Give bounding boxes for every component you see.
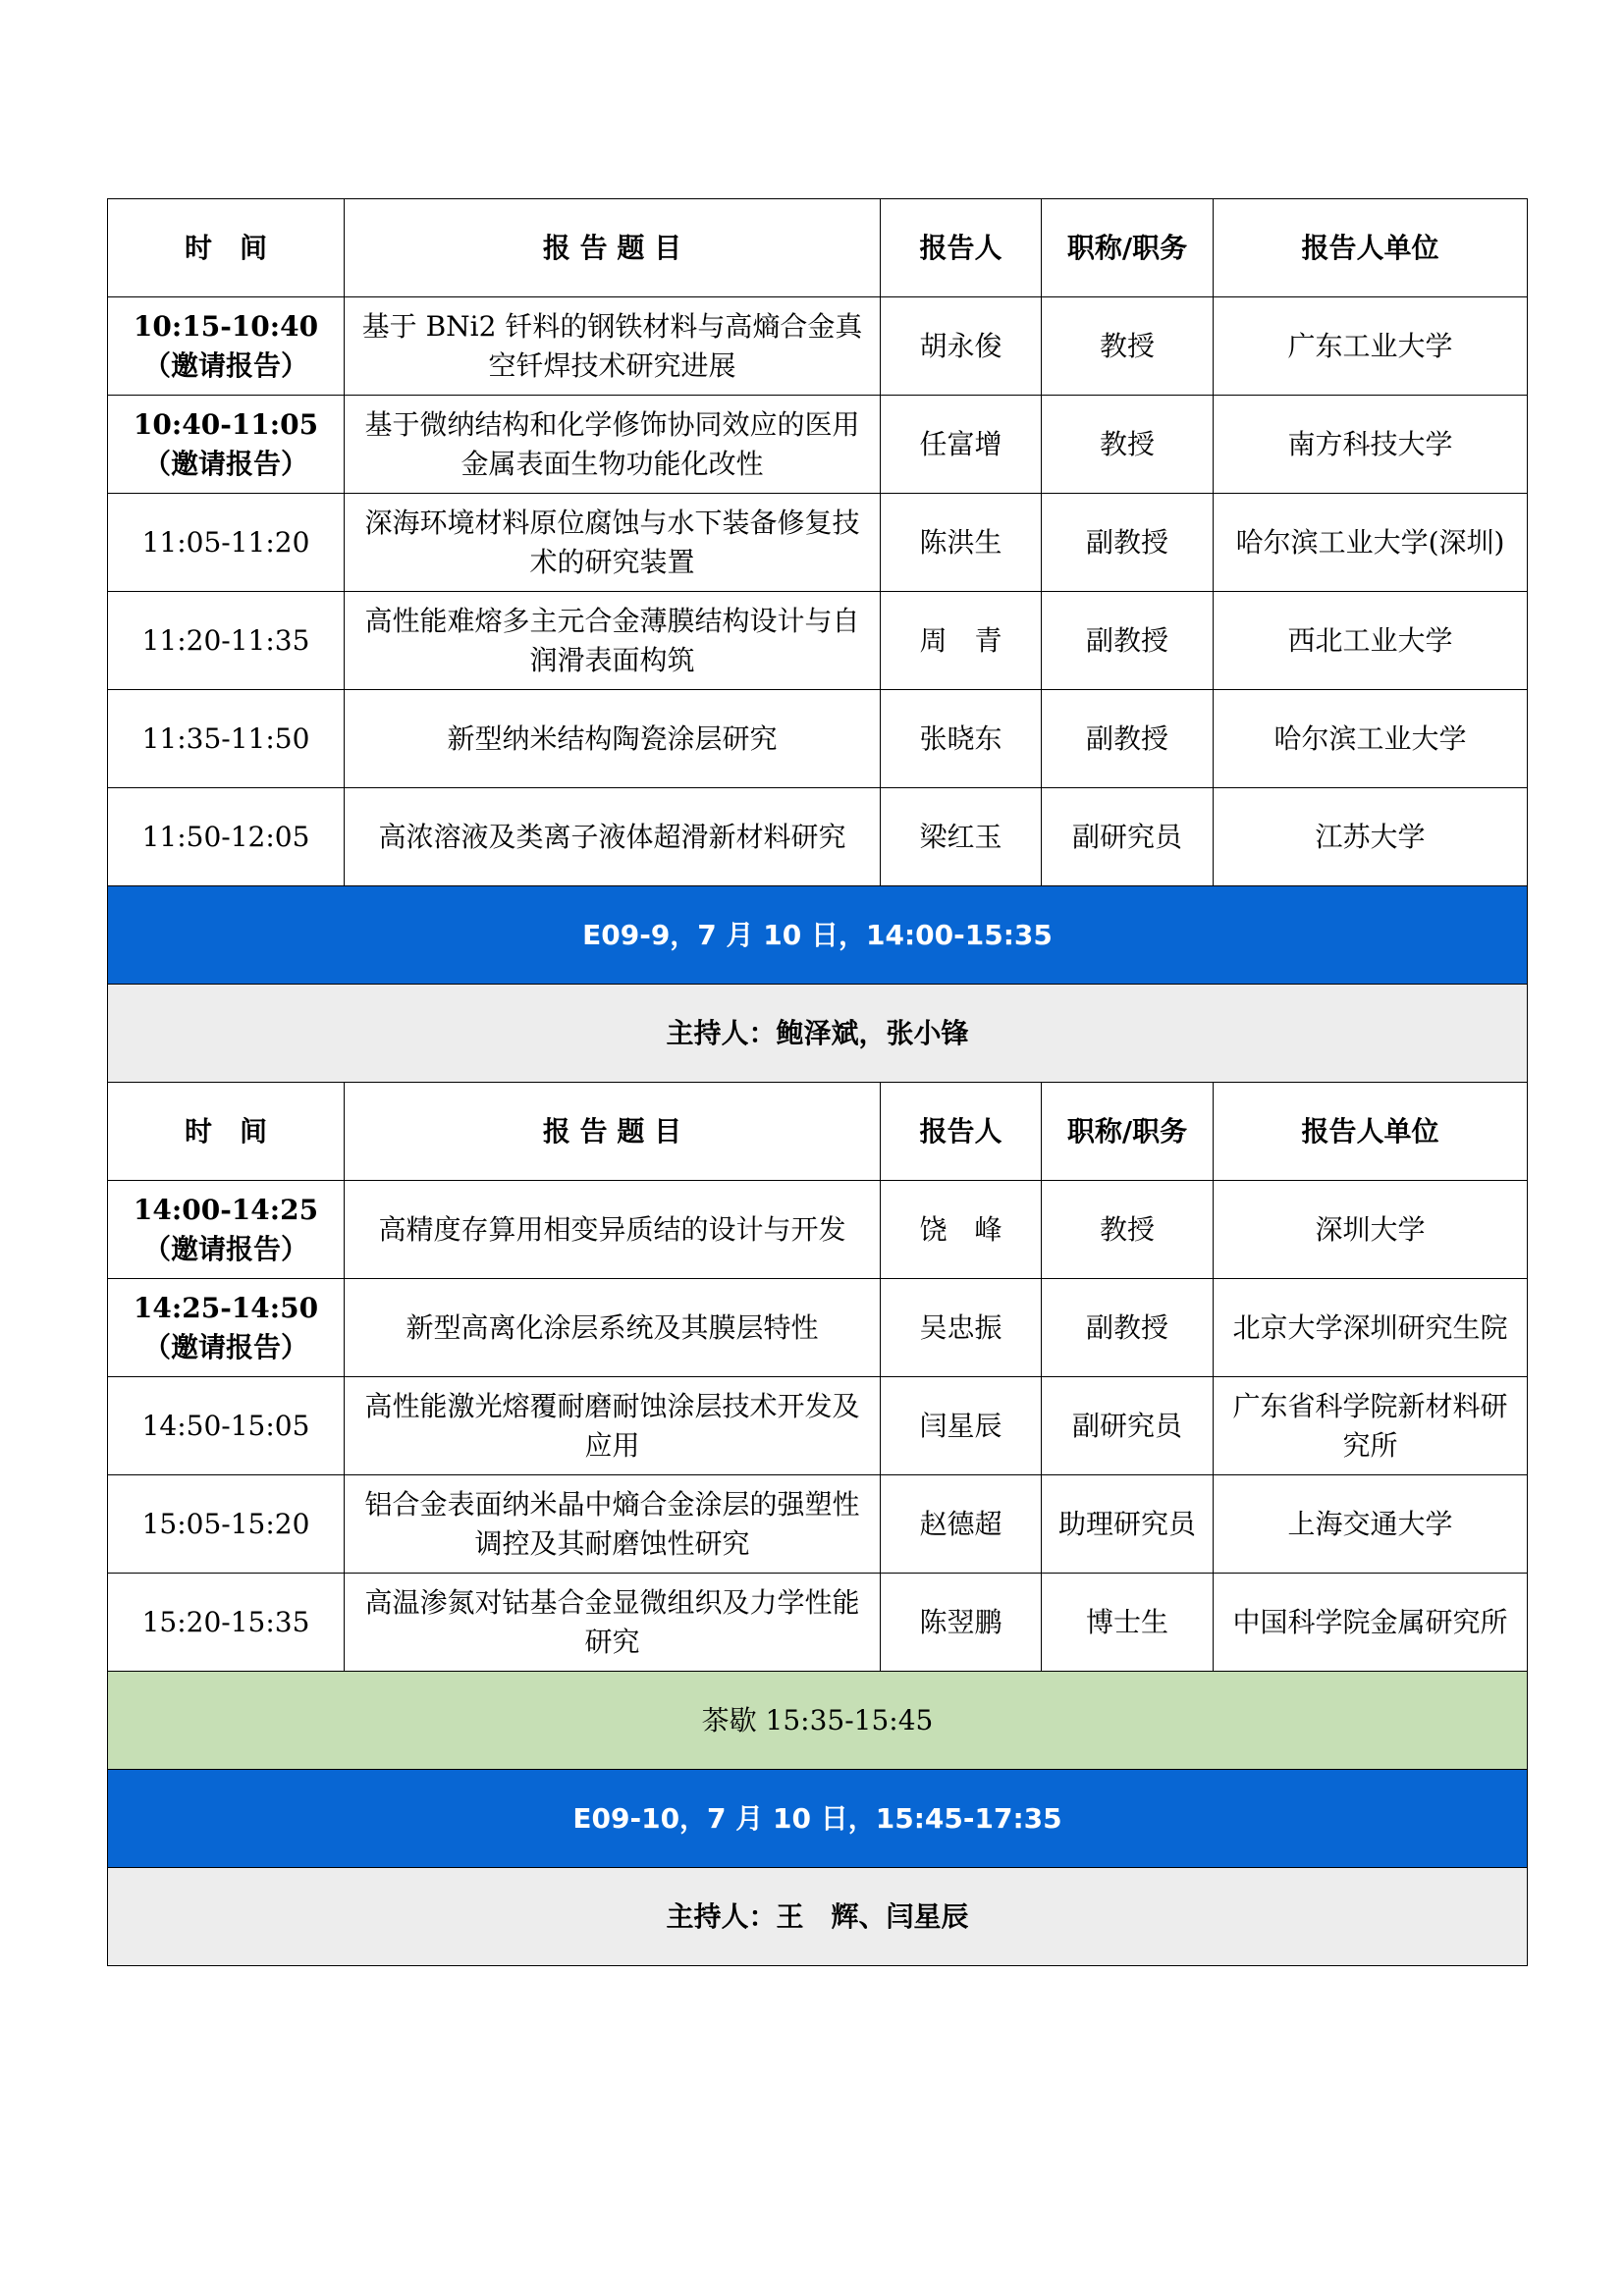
speaker-rank: 教授 <box>1042 297 1214 396</box>
table-row <box>108 1574 1528 1672</box>
table-row <box>108 1181 1528 1279</box>
header-title: 报 告 题 目 <box>345 199 881 297</box>
time-range: 11:20-11:35 <box>141 623 310 657</box>
invited-tag: （邀请报告） <box>142 1330 308 1363</box>
time-cell <box>108 396 345 494</box>
speaker-name: 任富增 <box>881 396 1042 494</box>
speaker-name: 吴忠振 <box>881 1279 1042 1377</box>
time-cell <box>108 1574 345 1672</box>
speaker-rank: 副教授 <box>1042 690 1214 788</box>
speaker-org: 上海交通大学 <box>1214 1475 1528 1574</box>
talk-title: 深海环境材料原位腐蚀与水下装备修复技术的研究装置 <box>345 494 881 592</box>
host-row-e09-10 <box>108 1868 1528 1966</box>
speaker-org: 哈尔滨工业大学 <box>1214 690 1528 788</box>
table-row <box>108 297 1528 396</box>
table-row <box>108 1475 1528 1574</box>
time-cell <box>108 1279 345 1377</box>
table-row <box>108 1279 1528 1377</box>
header-time: 时 间 <box>108 1083 345 1181</box>
time-range: 11:50-12:05 <box>141 820 310 853</box>
speaker-rank: 博士生 <box>1042 1574 1214 1672</box>
speaker-rank: 副教授 <box>1042 592 1214 690</box>
speaker-rank: 副教授 <box>1042 1279 1214 1377</box>
speaker-name: 陈翌鹏 <box>881 1574 1042 1672</box>
speaker-rank: 副研究员 <box>1042 1377 1214 1475</box>
talk-title: 高精度存算用相变异质结的设计与开发 <box>345 1181 881 1279</box>
speaker-org: 江苏大学 <box>1214 788 1528 886</box>
header-rank: 职称/职务 <box>1042 199 1214 297</box>
table-row <box>108 690 1528 788</box>
time-cell <box>108 494 345 592</box>
time-range: 11:05-11:20 <box>141 525 310 559</box>
talk-title: 新型高离化涂层系统及其膜层特性 <box>345 1279 881 1377</box>
speaker-rank: 助理研究员 <box>1042 1475 1214 1574</box>
time-cell <box>108 1181 345 1279</box>
talk-title: 铝合金表面纳米晶中熵合金涂层的强塑性调控及其耐磨蚀性研究 <box>345 1475 881 1574</box>
tea-break-label: 茶歇 15:35-15:45 <box>108 1672 1528 1770</box>
session-host: 主持人：王 辉、闫星辰 <box>108 1868 1528 1966</box>
header-title: 报 告 题 目 <box>345 1083 881 1181</box>
table-row <box>108 788 1528 886</box>
speaker-name: 梁红玉 <box>881 788 1042 886</box>
talk-title: 高浓溶液及类离子液体超滑新材料研究 <box>345 788 881 886</box>
header-org: 报告人单位 <box>1214 1083 1528 1181</box>
speaker-name: 闫星辰 <box>881 1377 1042 1475</box>
table-row <box>108 396 1528 494</box>
invited-tag: （邀请报告） <box>142 348 308 382</box>
talk-title: 新型纳米结构陶瓷涂层研究 <box>345 690 881 788</box>
speaker-rank: 教授 <box>1042 1181 1214 1279</box>
header-org: 报告人单位 <box>1214 199 1528 297</box>
time-cell <box>108 1475 345 1574</box>
session-title: E09-10，7 月 10 日，15:45-17:35 <box>108 1770 1528 1868</box>
tea-break-row <box>108 1672 1528 1770</box>
table-row <box>108 494 1528 592</box>
speaker-org: 西北工业大学 <box>1214 592 1528 690</box>
block2-rows <box>108 1181 1528 1672</box>
session-host: 主持人：鲍泽斌，张小锋 <box>108 985 1528 1083</box>
session-title: E09-9，7 月 10 日，14:00-15:35 <box>108 886 1528 985</box>
table-header-row <box>108 1083 1528 1181</box>
time-range: 14:50-15:05 <box>141 1409 310 1442</box>
table-row <box>108 1377 1528 1475</box>
speaker-rank: 副教授 <box>1042 494 1214 592</box>
header-time: 时 间 <box>108 199 345 297</box>
speaker-org: 哈尔滨工业大学(深圳) <box>1214 494 1528 592</box>
time-cell <box>108 1377 345 1475</box>
speaker-rank: 教授 <box>1042 396 1214 494</box>
speaker-name: 张晓东 <box>881 690 1042 788</box>
header-speaker: 报告人 <box>881 1083 1042 1181</box>
time-range: 15:20-15:35 <box>141 1605 310 1638</box>
talk-title: 高性能难熔多主元合金薄膜结构设计与自润滑表面构筑 <box>345 592 881 690</box>
speaker-name: 陈洪生 <box>881 494 1042 592</box>
speaker-org: 北京大学深圳研究生院 <box>1214 1279 1528 1377</box>
table-row <box>108 592 1528 690</box>
talk-title: 基于微纳结构和化学修饰协同效应的医用金属表面生物功能化改性 <box>345 396 881 494</box>
time-cell <box>108 297 345 396</box>
schedule-table <box>107 198 1528 1966</box>
talk-title: 高温渗氮对钴基合金显微组织及力学性能研究 <box>345 1574 881 1672</box>
invited-tag: （邀请报告） <box>142 447 308 480</box>
speaker-org: 南方科技大学 <box>1214 396 1528 494</box>
speaker-rank: 副研究员 <box>1042 788 1214 886</box>
speaker-name: 周 青 <box>881 592 1042 690</box>
speaker-org: 广东省科学院新材料研究所 <box>1214 1377 1528 1475</box>
header-speaker: 报告人 <box>881 199 1042 297</box>
talk-title: 基于 BNi2 钎料的钢铁材料与高熵合金真空钎焊技术研究进展 <box>345 297 881 396</box>
header-rank: 职称/职务 <box>1042 1083 1214 1181</box>
time-range: 15:05-15:20 <box>141 1507 310 1540</box>
time-range: 10:15-10:40 <box>133 309 319 343</box>
invited-tag: （邀请报告） <box>142 1232 308 1265</box>
time-range: 14:25-14:50 <box>133 1291 319 1324</box>
talk-title: 高性能激光熔覆耐磨耐蚀涂层技术开发及应用 <box>345 1377 881 1475</box>
block1-rows <box>108 297 1528 886</box>
speaker-name: 饶 峰 <box>881 1181 1042 1279</box>
session-banner-e09-10 <box>108 1770 1528 1868</box>
table-header-row <box>108 199 1528 297</box>
time-range: 10:40-11:05 <box>133 407 319 441</box>
speaker-org: 广东工业大学 <box>1214 297 1528 396</box>
time-range: 11:35-11:50 <box>141 721 310 755</box>
session-banner-e09-9 <box>108 886 1528 985</box>
speaker-name: 赵德超 <box>881 1475 1042 1574</box>
time-cell <box>108 788 345 886</box>
time-cell <box>108 690 345 788</box>
speaker-name: 胡永俊 <box>881 297 1042 396</box>
time-cell <box>108 592 345 690</box>
time-range: 14:00-14:25 <box>133 1193 319 1226</box>
host-row-e09-9 <box>108 985 1528 1083</box>
speaker-org: 深圳大学 <box>1214 1181 1528 1279</box>
speaker-org: 中国科学院金属研究所 <box>1214 1574 1528 1672</box>
